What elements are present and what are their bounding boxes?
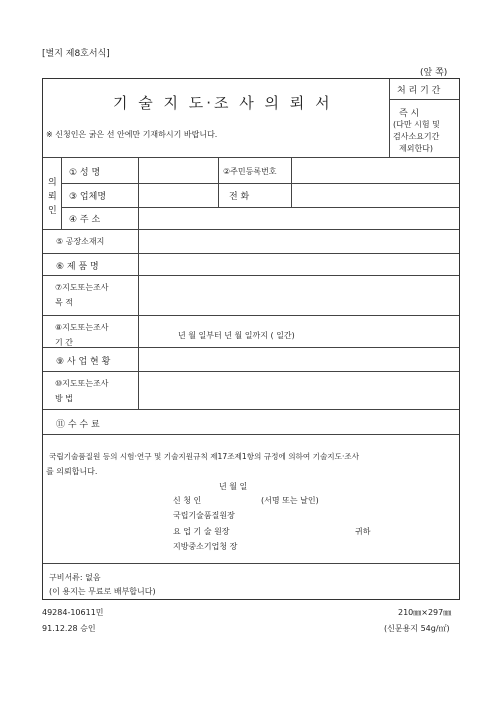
processing-value: 즉 시 (399, 109, 420, 119)
applicant-label: 신 청 인 (173, 496, 202, 505)
period-label-1: ⑧지도또는조사 (55, 323, 109, 332)
processing-note-3: 제외한다) (399, 144, 434, 153)
phone-label: 전 화 (229, 192, 250, 202)
processing-note-2: 검사소요기간 (393, 132, 440, 141)
requester-label-1: 의 (48, 178, 57, 188)
method-label-1: ⑩지도또는조사 (55, 379, 109, 388)
name-label: ① 성 명 (69, 168, 101, 178)
method-label-2: 방 법 (55, 394, 73, 403)
statement-date: 년 월 일 (219, 482, 248, 491)
statement-line-2: 를 의뢰합니다. (46, 467, 98, 476)
statement-line-1: 국립기술품질원 등의 시험·연구 및 기술지원규칙 제17조제1항의 규정에 의하여 기술지도·조사 (49, 452, 360, 461)
recipient-2: 요 업 기 술 원장 (173, 527, 230, 536)
id-number-label: ②주민등록번호 (223, 167, 277, 176)
form-number: [별지 제8호서식] (42, 49, 110, 59)
page-side: (앞 쪽) (420, 68, 448, 78)
period-label-2: 기 간 (55, 338, 73, 347)
signature-note: (서명 또는 날인) (261, 496, 319, 505)
attachments-line-2: (이 용지는 무료로 배부합니다) (49, 587, 156, 596)
product-name-label: ⑥ 제 품 명 (56, 262, 99, 272)
processing-label: 처 리 기 간 (397, 86, 441, 96)
form-code: 49284-10611민 (42, 608, 104, 617)
address-label: ④ 주 소 (69, 215, 101, 225)
purpose-label-1: ⑦지도또는조사 (55, 283, 109, 292)
purpose-label-2: 목 적 (55, 298, 73, 307)
period-value: 년 월 일부터 년 월 일까지 ( 일간) (178, 331, 295, 340)
company-label: ③ 업체명 (69, 192, 107, 202)
requester-label-3: 인 (48, 206, 57, 216)
requester-label-2: 뢰 (48, 192, 57, 202)
recipient-1: 국립기술품질원장 (173, 511, 235, 520)
form-title: 기 술 지 도·조 사 의 뢰 서 (113, 94, 333, 112)
form-frame (42, 78, 460, 600)
recipient-3: 지방중소기업청 장 (173, 542, 238, 551)
approval-date: 91.12.28 승인 (42, 624, 96, 633)
paper-size: 210㎜×297㎜ (398, 608, 452, 617)
processing-note-1: (다만 시험 및 (393, 120, 440, 129)
honorific: 귀하 (355, 527, 371, 536)
fee-label: ⑪ 수 수 료 (56, 420, 100, 430)
paper-type: (신문용지 54g/㎡) (384, 624, 450, 633)
business-status-label: ⑨ 사 업 현 황 (56, 357, 111, 367)
factory-location-label: ⑤ 공장소재지 (56, 237, 105, 246)
attachments-line-1: 구비서류: 없음 (49, 573, 101, 582)
instruction-note: ※ 신청인은 굵은 선 안에만 기재하시기 바랍니다. (46, 130, 218, 139)
